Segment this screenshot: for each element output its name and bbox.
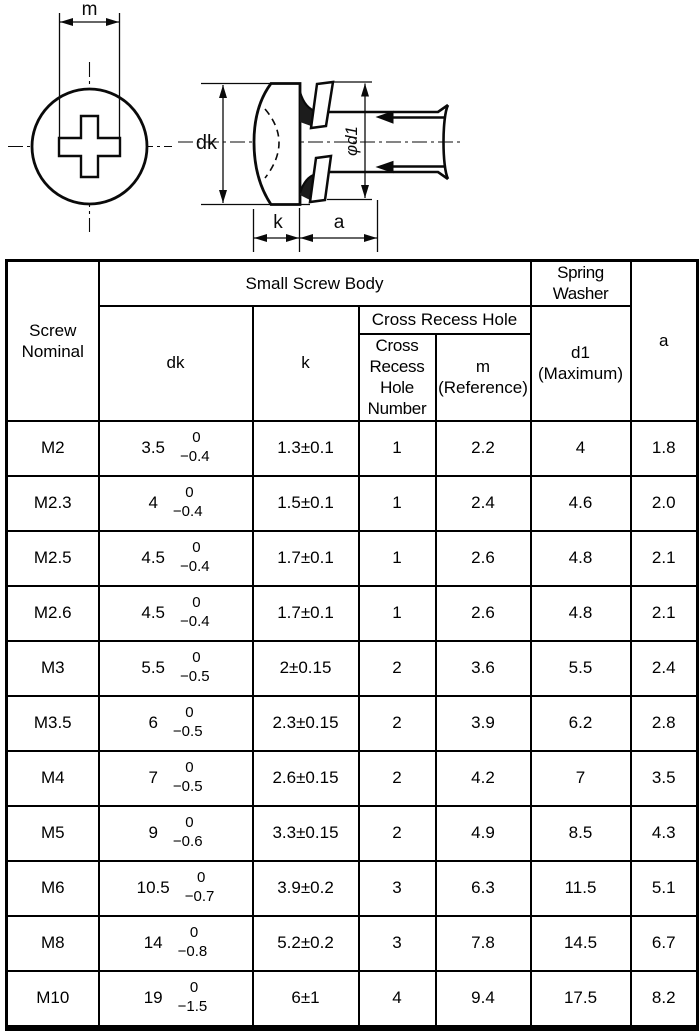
cell-k: 2.3±0.15 xyxy=(253,696,359,751)
cell-dk xyxy=(99,641,253,696)
cell-m: 3.9 xyxy=(436,696,531,751)
cell-nominal: M2 xyxy=(7,421,99,476)
table-row xyxy=(7,476,698,531)
table-row xyxy=(7,751,698,806)
cell-hole-number: 1 xyxy=(359,586,436,641)
table-row xyxy=(7,916,698,971)
cell-nominal: M10 xyxy=(7,971,99,1028)
cell-d1: 4.6 xyxy=(531,476,631,531)
cell-dk xyxy=(99,476,253,531)
header-cross-recess-hole-number: Cross Recess Hole Number xyxy=(359,334,436,421)
cell-d1: 5.5 xyxy=(531,641,631,696)
tolerance-lower: −0.5 xyxy=(180,668,210,685)
cell-nominal: M6 xyxy=(7,861,99,916)
cell-d1: 17.5 xyxy=(531,971,631,1028)
cell-d1: 6.2 xyxy=(531,696,631,751)
spring-washer-lower xyxy=(310,156,331,202)
cell-dk xyxy=(99,696,253,751)
cell-k: 1.5±0.1 xyxy=(253,476,359,531)
cell-m: 3.6 xyxy=(436,641,531,696)
header-m-reference: m (Reference) xyxy=(436,334,531,421)
cell-m: 2.6 xyxy=(436,586,531,641)
cell-a: 2.0 xyxy=(631,476,698,531)
cell-a: 2.1 xyxy=(631,531,698,586)
dk-value: 4.5 xyxy=(141,603,165,623)
cell-nominal: M3.5 xyxy=(7,696,99,751)
tolerance-upper: 0 xyxy=(185,484,194,502)
dk-value: 3.5 xyxy=(141,438,165,458)
header-spring-washer: Spring Washer xyxy=(531,261,631,306)
cell-a: 3.5 xyxy=(631,751,698,806)
tolerance-upper: 0 xyxy=(192,649,201,667)
cell-dk xyxy=(99,531,253,586)
header-a: a xyxy=(631,261,698,421)
table-row xyxy=(7,586,698,641)
cell-k: 5.2±0.2 xyxy=(253,916,359,971)
cell-nominal: M3 xyxy=(7,641,99,696)
top-view xyxy=(8,0,172,232)
cell-k: 1.3±0.1 xyxy=(253,421,359,476)
header-cross-recess-hole: Cross Recess Hole xyxy=(359,306,531,334)
dk-value: 6 xyxy=(148,713,158,733)
tolerance-upper: 0 xyxy=(192,539,201,557)
screw-technical-drawing xyxy=(0,0,700,256)
cell-a: 4.3 xyxy=(631,806,698,861)
cell-hole-number: 1 xyxy=(359,531,436,586)
header-small-screw-body: Small Screw Body xyxy=(99,261,531,306)
label-a: a xyxy=(333,212,345,233)
tolerance-lower: −0.5 xyxy=(172,778,203,795)
header-d1-maximum: d1 (Maximum) xyxy=(531,306,631,421)
tolerance-lower: −0.4 xyxy=(172,503,203,520)
cell-nominal: M2.5 xyxy=(7,531,99,586)
cell-hole-number: 4 xyxy=(359,971,436,1028)
cell-k: 2±0.15 xyxy=(253,641,359,696)
cell-m: 6.3 xyxy=(436,861,531,916)
tolerance-upper: 0 xyxy=(197,869,206,887)
table-row xyxy=(7,861,698,916)
table-row xyxy=(7,806,698,861)
cell-a: 2.4 xyxy=(631,641,698,696)
side-view xyxy=(178,82,462,252)
cell-m: 2.2 xyxy=(436,421,531,476)
screw-spec-table xyxy=(5,259,699,1031)
cell-d1: 4 xyxy=(531,421,631,476)
cell-d1: 8.5 xyxy=(531,806,631,861)
cell-m: 7.8 xyxy=(436,916,531,971)
cell-nominal: M2.3 xyxy=(7,476,99,531)
dk-value: 14 xyxy=(143,933,163,953)
cell-hole-number: 2 xyxy=(359,696,436,751)
cell-d1: 7 xyxy=(531,751,631,806)
table-row xyxy=(7,421,698,476)
tolerance-lower: −0.4 xyxy=(180,558,210,575)
cell-d1: 4.8 xyxy=(531,586,631,641)
cell-a: 8.2 xyxy=(631,971,698,1028)
tolerance-lower: −0.5 xyxy=(172,723,203,740)
cell-a: 6.7 xyxy=(631,916,698,971)
cell-a: 2.1 xyxy=(631,586,698,641)
tolerance-lower: −0.7 xyxy=(184,888,215,905)
tolerance-upper: 0 xyxy=(185,814,194,832)
tolerance-upper: 0 xyxy=(185,759,194,777)
dk-value: 5.5 xyxy=(141,658,165,678)
cell-hole-number: 2 xyxy=(359,641,436,696)
dimension-k-a xyxy=(254,200,378,252)
tolerance-upper: 0 xyxy=(185,704,194,722)
tolerance-lower: −1.5 xyxy=(177,998,208,1015)
cell-dk xyxy=(99,751,253,806)
tolerance-lower: −0.8 xyxy=(177,943,208,960)
header-k: k xyxy=(253,306,359,421)
dk-value: 4 xyxy=(148,493,158,513)
cell-k: 3.3±0.15 xyxy=(253,806,359,861)
screw-head-profile xyxy=(254,84,300,205)
cell-dk xyxy=(99,586,253,641)
tolerance-upper: 0 xyxy=(189,924,199,942)
table-row xyxy=(7,971,698,1028)
cell-m: 2.6 xyxy=(436,531,531,586)
header-screw-nominal: Screw Nominal xyxy=(7,261,99,421)
cell-m: 9.4 xyxy=(436,971,531,1028)
label-phi-d1: φd1 xyxy=(342,126,361,156)
cell-hole-number: 3 xyxy=(359,861,436,916)
cell-hole-number: 2 xyxy=(359,806,436,861)
cell-nominal: M8 xyxy=(7,916,99,971)
tolerance-lower: −0.4 xyxy=(180,613,210,630)
cell-dk xyxy=(99,861,253,916)
tolerance-lower: −0.6 xyxy=(172,833,203,850)
cell-dk xyxy=(99,916,253,971)
cell-dk xyxy=(99,806,253,861)
tolerance-upper: 0 xyxy=(192,429,201,447)
cell-d1: 4.8 xyxy=(531,531,631,586)
dk-value: 4.5 xyxy=(141,548,165,568)
cell-k: 1.7±0.1 xyxy=(253,531,359,586)
cell-d1: 14.5 xyxy=(531,916,631,971)
tolerance-upper: 0 xyxy=(189,979,199,997)
cell-dk xyxy=(99,971,253,1028)
tolerance-lower: −0.4 xyxy=(180,448,210,465)
cell-m: 4.9 xyxy=(436,806,531,861)
cell-a: 1.8 xyxy=(631,421,698,476)
table-row xyxy=(7,696,698,751)
cell-d1: 11.5 xyxy=(531,861,631,916)
cell-m: 2.4 xyxy=(436,476,531,531)
table-row xyxy=(7,641,698,696)
cell-nominal: M5 xyxy=(7,806,99,861)
cell-a: 5.1 xyxy=(631,861,698,916)
label-m: m xyxy=(81,0,98,20)
cell-nominal: M4 xyxy=(7,751,99,806)
header-dk: dk xyxy=(99,306,253,421)
dk-value: 19 xyxy=(143,988,163,1008)
cell-k: 2.6±0.15 xyxy=(253,751,359,806)
cell-hole-number: 1 xyxy=(359,476,436,531)
cell-k: 1.7±0.1 xyxy=(253,586,359,641)
spring-washer-upper xyxy=(311,82,333,128)
dk-value: 10.5 xyxy=(136,878,170,898)
cell-hole-number: 1 xyxy=(359,421,436,476)
tolerance-upper: 0 xyxy=(192,594,201,612)
cell-k: 3.9±0.2 xyxy=(253,861,359,916)
cell-dk xyxy=(99,421,253,476)
table-row xyxy=(7,531,698,586)
dk-value: 9 xyxy=(148,823,158,843)
cell-hole-number: 2 xyxy=(359,751,436,806)
cell-nominal: M2.6 xyxy=(7,586,99,641)
cell-a: 2.8 xyxy=(631,696,698,751)
cell-k: 6±1 xyxy=(253,971,359,1028)
label-k: k xyxy=(273,212,283,233)
dk-value: 7 xyxy=(148,768,158,788)
cell-m: 4.2 xyxy=(436,751,531,806)
label-dk: dk xyxy=(195,132,217,154)
cell-hole-number: 3 xyxy=(359,916,436,971)
